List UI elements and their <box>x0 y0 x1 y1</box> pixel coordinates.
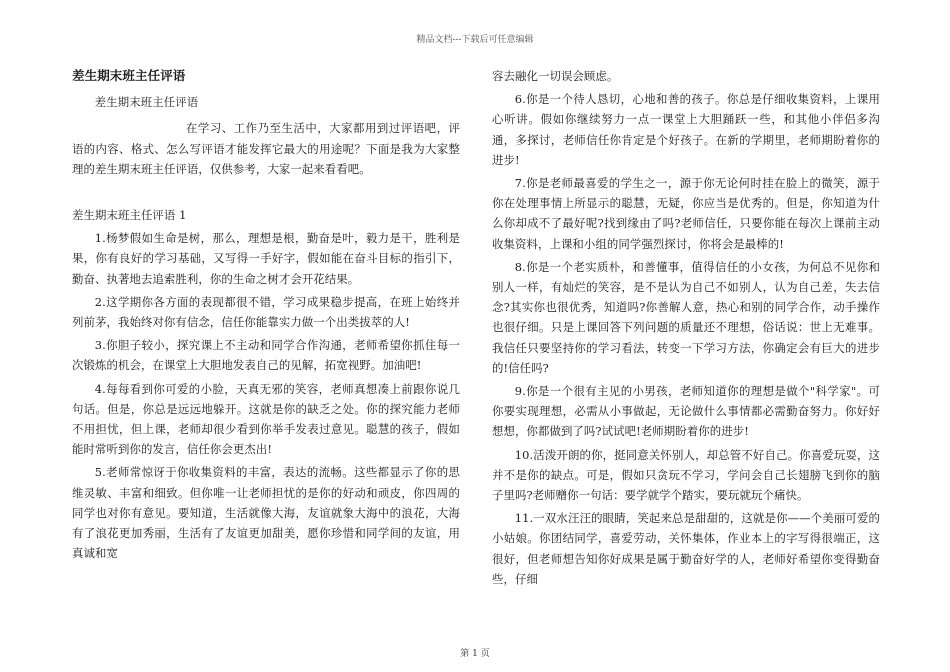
continued-line: 容去融化一切误会顾虑。 <box>492 69 619 83</box>
intro-paragraph: 在学习、工作乃至生活中，大家都用到过评语吧，评语的内容、格式、怎么写评语才能发挥它最大的用途呢？下面是我为大家整理的差生期末班主任评语，仅供参考，大家一起来看看吧。 <box>72 121 460 176</box>
right-column <box>492 66 880 589</box>
document-title: 差生期末班主任评语 <box>72 68 186 83</box>
comment-paragraph-8: 8.你是一个老实质朴，和善懂事，值得信任的小女孩，为何总不见你和别人一样，有灿烂的笑容，是不是认为自己不如别人，认为自己差，失去信念?其实你也很优秀，知道吗?你善解人意，热心和别的同学合作，动手操作也很仔细。只是上课回答下列问题的质量还不理想，俗话说：世上无难事。我信任只要坚持你的学习看法，转变一下学习方法，你确定会有巨大的进步的!信任吗? <box>492 259 880 375</box>
comment-paragraph-5: 5.老师常惊讶于你收集资料的丰富，表达的流畅。这些都显示了你的思维灵敏、丰富和细致。但你唯一让老师担忧的是你的好动和顽皮，你四周的同学也对你有意见。要知道，生活就像大海，友谊就象大海中的浪花，大海有了浪花更加秀丽，生活有了友谊更加甜美，愿你珍惜和同学间的友谊，用真诚和宽 <box>72 465 460 561</box>
comment-paragraph-10: 10.活泼开朗的你，挺同意关怀别人，却总管不好自己。你喜爱玩耍，这并不是你的缺点。可是，假如只贪玩不学习，学问会自己长翅膀飞到你的脑子里吗?老师赠你一句话：要学就学个踏实，要玩就玩个痛快。 <box>492 447 880 503</box>
comment-paragraph-4: 4.每每看到你可爱的小脸，天真无邪的笑容，老师真想凑上前跟你说几句话。但是，你总是远远地躲开。这就是你的缺乏之处。你的探究能力老师不用担忧，但上课，老师却很少看到你举手发表过意见。聪慧的孩子，假如能时常听到你的发言，信任你会更杰出! <box>72 381 460 457</box>
comment-paragraph-11: 11.一双水汪汪的眼睛，笑起来总是甜甜的，这就是你——个美丽可爱的小姑娘。你团结同学，喜爱劳动，关怀集体，作业本上的字写得很端正，这很好，但老师想告知你好成果是属于勤奋好学的人，老师好希望你变得勤奋些，仔细 <box>492 511 880 586</box>
left-column <box>72 66 460 563</box>
comment-paragraph-7: 7.你是老师最喜爱的学生之一，源于你无论何时挂在脸上的微笑，源于你在处理事情上所显示的聪慧，无疑，你应当是优秀的。但是，你知道为什么你却成不了最好呢?找到缘由了吗?老师信任，只要你能在每次上课前主动收集资料，上课和小组的同学强烈探讨，你将会是最棒的! <box>492 176 880 251</box>
comment-paragraph-1: 1.杨梦假如生命是树，那么，理想是根，勤奋是叶，毅力是干，胜利是果，你有良好的学习基础，又写得一手好字，假如能在奋斗目标的指引下，勤奋、执著地去追索胜利，你的生命之树才会开花结果。 <box>72 231 460 286</box>
section-heading: 差生期末班主任评语 1 <box>72 208 187 223</box>
comment-paragraph-2: 2.这学期你各方面的表现都很不错，学习成果稳步提高，在班上始终并列前茅，我始终对你有信念，信任你能靠实力做一个出类拔萃的人! <box>72 294 460 330</box>
comment-paragraph-9: 9.你是一个很有主见的小男孩，老师知道你的理想是做个"科学家"。可你要实现理想，必需从小事做起，无论做什么事情都必需勤奋努力。你好好想想，你都做到了吗?试试吧!老师期盼着你的进步! <box>492 384 880 439</box>
header-note: 精品文档---下载后可任意编辑 <box>416 35 534 45</box>
page-number: 第 1 页 <box>460 649 490 659</box>
document-subtitle: 差生期末班主任评语 <box>94 95 199 110</box>
comment-paragraph-3: 3.你胆子较小，探究课上不主动和同学合作沟通，老师希望你抓住每一次锻炼的机会，在课堂上大胆地发表自己的见解，拓宽视野。加油吧! <box>72 338 460 373</box>
comment-paragraph-6: 6.你是一个待人恳切，心地和善的孩子。你总是仔细收集资料，上课用心听讲。假如你继续努力一点一课堂上大胆踊跃一些，和其他小伴侣多沟通，多探讨，老师信任你肯定是个好孩子。在新的学期里，老师期盼着你的进步! <box>492 92 880 167</box>
